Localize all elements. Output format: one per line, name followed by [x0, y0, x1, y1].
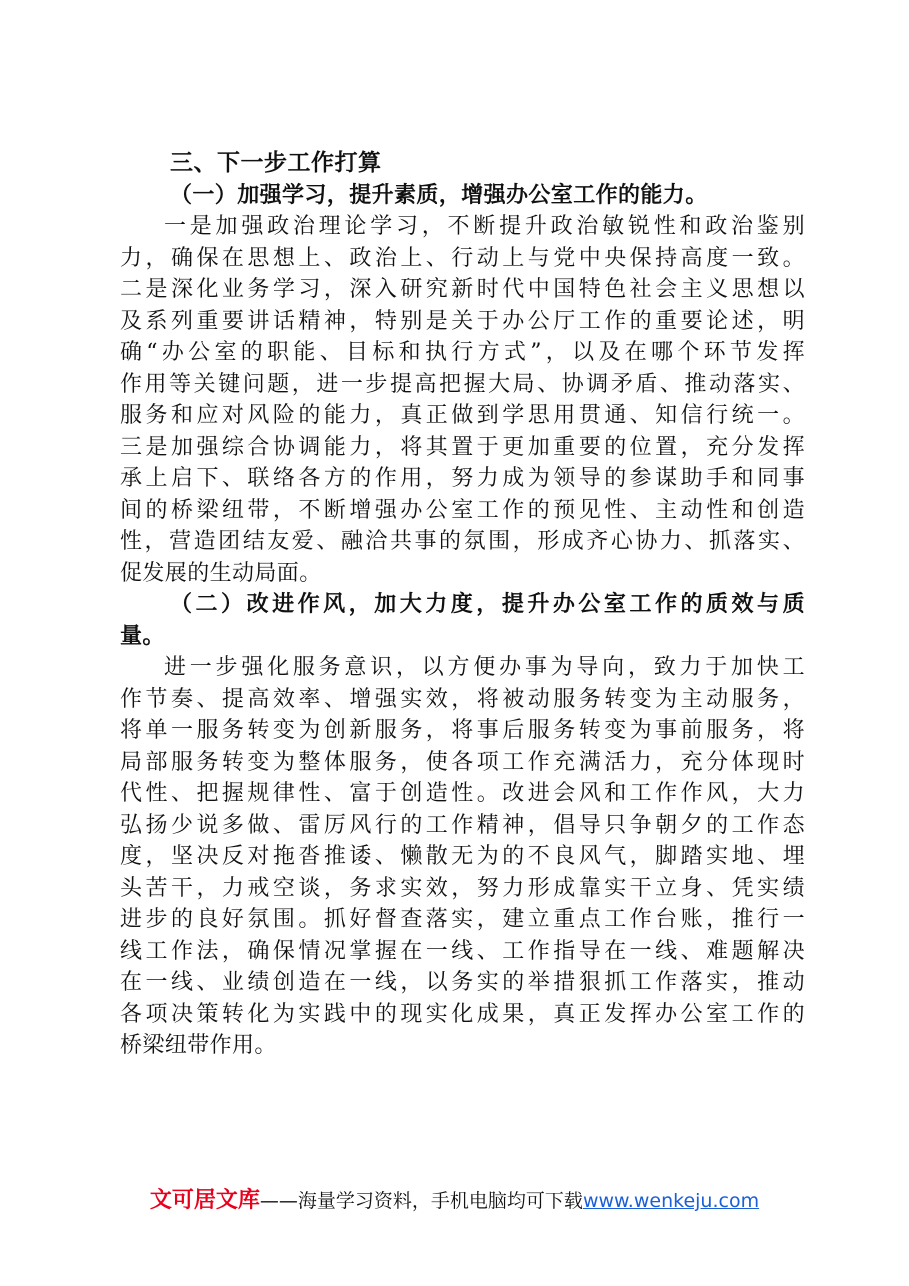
subheading-line: （二）改进作风，加大力度，提升办公室工作的质效与质 [170, 591, 805, 617]
paragraph-line: 确“办公室的职能、目标和执行方式”，以及在哪个环节发挥 [120, 340, 805, 365]
paragraph-line: 服务和应对风险的能力，真正做到学思用贯通、知信行统一。 [120, 403, 805, 428]
subheading-line: 量。 [120, 622, 165, 649]
paragraph-line: 进步的良好氛围。抓好督查落实，建立重点工作台账，推行一 [120, 907, 805, 932]
footer-tagline: ——海量学习资料，手机电脑均可下载 [259, 1190, 583, 1212]
document-body [120, 148, 805, 1062]
paragraph-line: 度，坚决反对拖沓推诿、懒散无为的不良风气，脚踏实地、埋 [120, 844, 805, 869]
paragraph-line: 力，确保在思想上、政治上、行动上与党中央保持高度一致。 [120, 245, 805, 271]
paragraph-line: 一是加强政治理论学习，不断提升政治敏锐性和政治鉴别 [164, 214, 805, 239]
paragraph-2 [120, 652, 805, 1062]
paragraph-line: 性，营造团结友爱、融洽共事的氛围，形成齐心协力、抓落实、 [120, 529, 805, 554]
section-heading: 三、下一步工作打算 [170, 150, 382, 176]
paragraph-line: 作用等关键问题，进一步提高把握大局、协调矛盾、推动落实、 [120, 371, 805, 397]
paragraph-line: 各项决策转化为实践中的现实化成果，真正发挥办公室工作的 [120, 1001, 805, 1027]
paragraph-line: 线工作法，确保情况掌握在一线、工作指导在一线、难题解决 [120, 938, 805, 964]
paragraph-line: 间的桥梁纽带，不断增强办公室工作的预见性、主动性和创造 [120, 497, 805, 523]
paragraph-line: 二是深化业务学习，深入研究新时代中国特色社会主义思想以 [120, 277, 805, 302]
paragraph-line: 承上启下、联络各方的作用，努力成为领导的参谋助手和同事 [120, 466, 805, 491]
paragraph-line: 桥梁纽带作用。 [120, 1033, 277, 1058]
paragraph-line: 弘扬少说多做、雷厉风行的工作精神，倡导只争朝夕的工作态 [120, 812, 805, 838]
footer-website-link[interactable]: www.wenkeju.com [582, 1190, 760, 1212]
paragraph-line: 头苦干，力戒空谈，务求实效，努力形成靠实干立身、凭实绩 [120, 875, 805, 901]
paragraph-line: 及系列重要讲话精神，特别是关于办公厅工作的重要论述，明 [120, 308, 805, 334]
paragraph-line: 局部服务转变为整体服务，使各项工作充满活力，充分体现时 [120, 749, 805, 775]
subheading-1: （一）加强学习，提升素质，增强办公室工作的能力。 [170, 181, 708, 208]
paragraph-line: 三是加强综合协调能力，将其置于更加重要的位置，充分发挥 [120, 434, 805, 460]
paragraph-line: 作节奏、提高效率、增强实效，将被动服务转变为主动服务， [120, 686, 805, 712]
paragraph-line: 代性、把握规律性、富于创造性。改进会风和工作作风，大力 [120, 781, 805, 806]
paragraph-line: 在一线、业绩创造在一线，以务实的举措狠抓工作落实，推动 [120, 970, 805, 995]
paragraph-1 [120, 211, 805, 589]
paragraph-line: 将单一服务转变为创新服务，将事后服务转变为事前服务，将 [120, 718, 805, 743]
paragraph-line: 进一步强化服务意识，以方便办事为导向，致力于加快工 [164, 655, 805, 680]
subheading-2 [120, 589, 805, 652]
footer-banner [0, 1183, 909, 1214]
paragraph-line: 促发展的生动局面。 [120, 560, 322, 586]
footer-brand: 文可居文库 [149, 1188, 260, 1213]
